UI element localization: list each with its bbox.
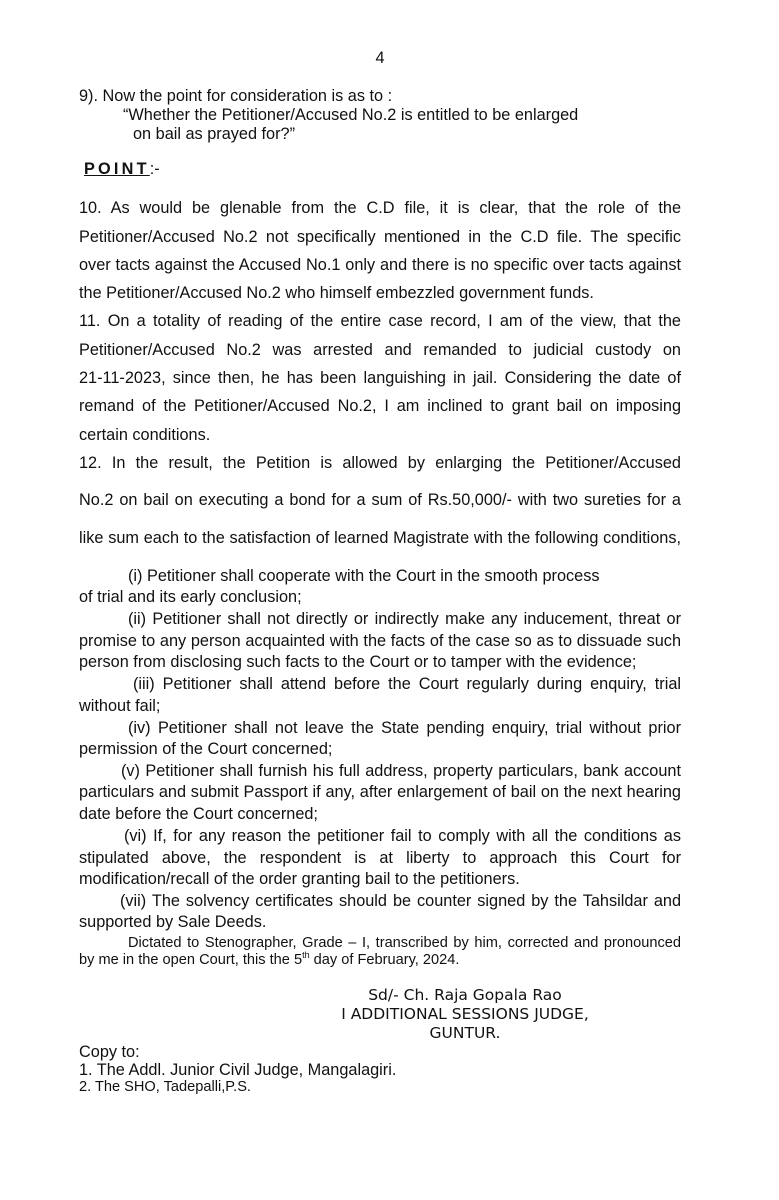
dictation-ordinal-suffix: th: [302, 950, 310, 960]
condition-iii-line1: (iii) Petitioner shall attend before the Court regularly during enquiry, trial: [133, 675, 681, 693]
para11-line1: 11. On a totality of reading of the entire case record, I am of the view, that the: [79, 312, 681, 330]
condition-iv-line1: (iv) Petitioner shall not leave the State pending enquiry, trial without prior: [128, 719, 681, 737]
condition-i-line1: (i) Petitioner shall cooperate with the Court in the smooth process: [128, 567, 600, 585]
dictation-line1: Dictated to Stenographer, Grade – I, transcribed by him, corrected and pronounced: [128, 935, 681, 951]
condition-vii-line1: (vii) The solvency certificates should be counter signed by the Tahsildar and: [120, 892, 681, 910]
para12-line2: No.2 on bail on executing a bond for a sum of Rs.50,000/- with two sureties for a: [79, 491, 681, 509]
para11-line5: certain conditions.: [79, 426, 211, 444]
para10-line2: Petitioner/Accused No.2 not specifically mentioned in the C.D file. The specific: [79, 228, 681, 246]
condition-vii-line2: supported by Sale Deeds.: [79, 913, 267, 931]
condition-ii-line2: promise to any person acquainted with the facts of the case so as to dissuade such: [79, 632, 681, 650]
para9-line1: 9). Now the point for consideration is as to :: [79, 87, 393, 105]
condition-i-line2: of trial and its early conclusion;: [79, 588, 302, 606]
point-heading-suffix: :-: [149, 160, 160, 178]
condition-v-line2: particulars and submit Passport if any, after enlargement of bail on the next hearing: [79, 783, 681, 801]
copy-to-label: Copy to:: [79, 1043, 140, 1061]
para10-line3: over tacts against the Accused No.1 only and there is no specific over tacts against: [79, 256, 681, 274]
copy-to-item-2: 2. The SHO, Tadepalli,P.S.: [79, 1079, 251, 1095]
dictation-line2: [79, 952, 459, 968]
condition-ii-line1: (ii) Petitioner shall not directly or indirectly make any inducement, threat or: [128, 610, 681, 628]
para11-line3: 21-11-2023, since then, he has been languishing in jail. Considering the date of: [79, 369, 681, 387]
condition-v-line3: date before the Court concerned;: [79, 805, 318, 823]
para9-question-line1: “Whether the Petitioner/Accused No.2 is entitled to be enlarged: [123, 106, 579, 124]
signature-place: GUNTUR.: [429, 1024, 501, 1042]
para12-line3: like sum each to the satisfaction of learned Magistrate with the following conditions,: [79, 529, 681, 547]
dictation-line2-text: by me in the open Court, this the 5: [79, 952, 303, 968]
copy-to-item-1: 1. The Addl. Junior Civil Judge, Mangalagiri.: [79, 1061, 397, 1079]
condition-vi-line2: stipulated above, the respondent is at liberty to approach this Court for: [79, 849, 681, 867]
para12-line1: 12. In the result, the Petition is allowed by enlarging the Petitioner/Accused: [79, 454, 681, 472]
point-heading: [84, 160, 160, 179]
page-number: 4: [375, 49, 385, 67]
para10-line1: 10. As would be glenable from the C.D file, it is clear, that the role of the: [79, 199, 681, 217]
condition-vi-line1: (vi) If, for any reason the petitioner fail to comply with all the conditions as: [124, 827, 681, 845]
para9-question-line2: on bail as prayed for?”: [133, 125, 296, 143]
para11-line2: Petitioner/Accused No.2 was arrested and remanded to judicial custody on: [79, 341, 681, 359]
condition-iii-line2: without fail;: [79, 697, 161, 715]
condition-ii-line3: person from disclosing such facts to the Court or to tamper with the evidence;: [79, 653, 637, 671]
dictation-line2-end: day of February, 2024.: [309, 952, 460, 968]
para10-line4: the Petitioner/Accused No.2 who himself embezzled government funds.: [79, 284, 594, 302]
para11-line4: remand of the Petitioner/Accused No.2, I am inclined to grant bail on imposing: [79, 397, 681, 415]
condition-vi-line3: modification/recall of the order granting bail to the petitioners.: [79, 870, 520, 888]
signature-name: Sd/- Ch. Raja Gopala Rao: [368, 986, 562, 1004]
condition-v-line1: (v) Petitioner shall furnish his full address, property particulars, bank account: [121, 762, 681, 780]
condition-iv-line2: permission of the Court concerned;: [79, 740, 333, 758]
point-heading-label: POINT: [84, 160, 150, 178]
signature-designation: I ADDITIONAL SESSIONS JUDGE,: [341, 1005, 589, 1023]
